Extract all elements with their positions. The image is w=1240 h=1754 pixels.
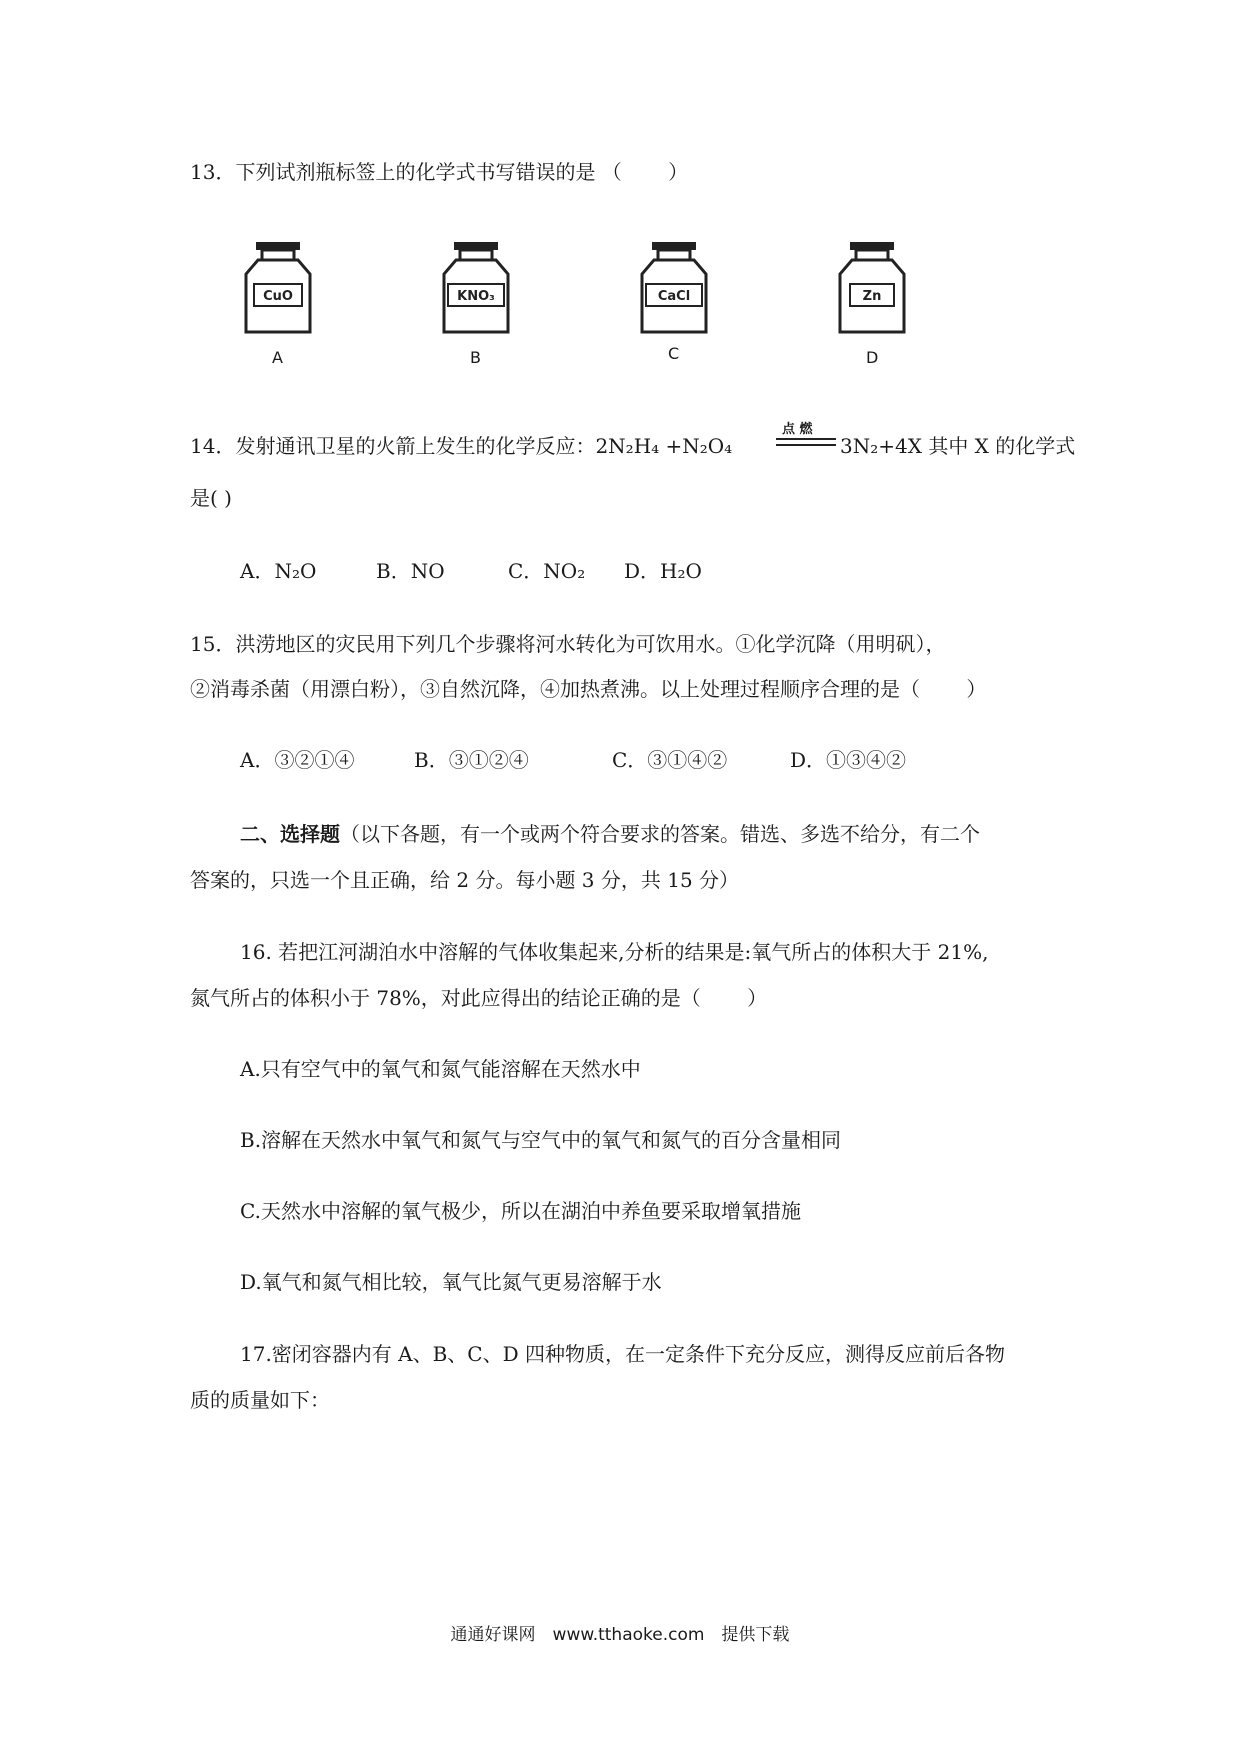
q16-option-d: D.氧气和氮气相比较，氧气比氮气更易溶解于水 — [240, 1270, 662, 1294]
q13-text: 13．下列试剂瓶标签上的化学式书写错误的是 （ ） — [190, 160, 689, 184]
section2-heading — [240, 820, 980, 848]
q14-option-d: D．H₂O — [624, 559, 702, 583]
q17-line2: 质的质量如下： — [190, 1388, 330, 1412]
q16-line2: 氮气所占的体积小于 78%，对此应得出的结论正确的是（ ） — [190, 986, 768, 1010]
q14-suffix: 3N₂+4X 其中 X 的化学式 — [840, 434, 1076, 458]
q16-option-c: C.天然水中溶解的氧气极少，所以在湖泊中养鱼要采取增氧措施 — [240, 1199, 801, 1223]
bottle-letter-b: B — [470, 348, 481, 367]
bottle-label-c: CaCl — [657, 289, 691, 304]
q15-option-a: A．③②①④ — [240, 748, 355, 772]
q15-option-b: B．③①②④ — [414, 748, 529, 772]
bottle-letter-a: A — [272, 348, 283, 367]
section2-title: 二、选择题 — [240, 822, 340, 846]
q15-line1: 15．洪涝地区的灾民用下列几个步骤将河水转化为可饮用水。①化学沉降（用明矾）， — [190, 632, 946, 656]
q17-line1: 17.密闭容器内有 A、B、C、D 四种物质，在一定条件下充分反应，测得反应前后各物 — [240, 1342, 1005, 1366]
q15-option-d: D．①③④② — [790, 748, 907, 772]
q16-line1: 16. 若把江河湖泊水中溶解的气体收集起来,分析的结果是:氧气所占的体积大于 21%, — [240, 940, 989, 964]
bottle-letter-d: D — [866, 348, 879, 367]
reagent-bottle-c — [634, 240, 714, 350]
section2-instructions: （以下各题，有一个或两个符合要求的答案。错选、多选不给分，有二个 — [340, 822, 980, 846]
q16-option-a: A.只有空气中的氧气和氮气能溶解在天然水中 — [240, 1057, 641, 1081]
q16-option-b: B.溶解在天然水中氧气和氮气与空气中的氧气和氮气的百分含量相同 — [240, 1128, 842, 1152]
bottle-letter-c: C — [668, 344, 680, 363]
reaction-condition: 点 燃 — [782, 422, 813, 437]
q15-line2: ②消毒杀菌（用漂白粉），③自然沉降，④加热煮沸。以上处理过程顺序合理的是（ ） — [190, 677, 987, 701]
reagent-bottle-a — [238, 240, 318, 350]
q15-option-c: C．③①④② — [612, 748, 728, 772]
q14-prefix: 14．发射通讯卫星的火箭上发生的化学反应：2N₂H₄ +N₂O₄ — [190, 434, 733, 458]
bottle-label-d: Zn — [862, 289, 882, 304]
reagent-bottle-d — [832, 240, 912, 350]
equals-bar-bottom — [776, 444, 836, 446]
q14-option-a: A．N₂O — [240, 559, 317, 583]
equals-bar-top — [776, 438, 836, 440]
section2-line2: 答案的，只选一个且正确，给 2 分。每小题 3 分，共 15 分） — [190, 868, 740, 892]
bottle-label-a: CuO — [263, 289, 293, 304]
bottle-label-b: KNO₃ — [457, 289, 495, 304]
page-footer: 通通好课网 www.tthaoke.com 提供下载 — [450, 1625, 790, 1645]
q14-line2: 是( ) — [190, 486, 232, 510]
q14-option-b: B．NO — [376, 559, 445, 583]
q14-option-c: C．NO₂ — [508, 559, 586, 583]
reagent-bottle-b — [436, 240, 516, 350]
